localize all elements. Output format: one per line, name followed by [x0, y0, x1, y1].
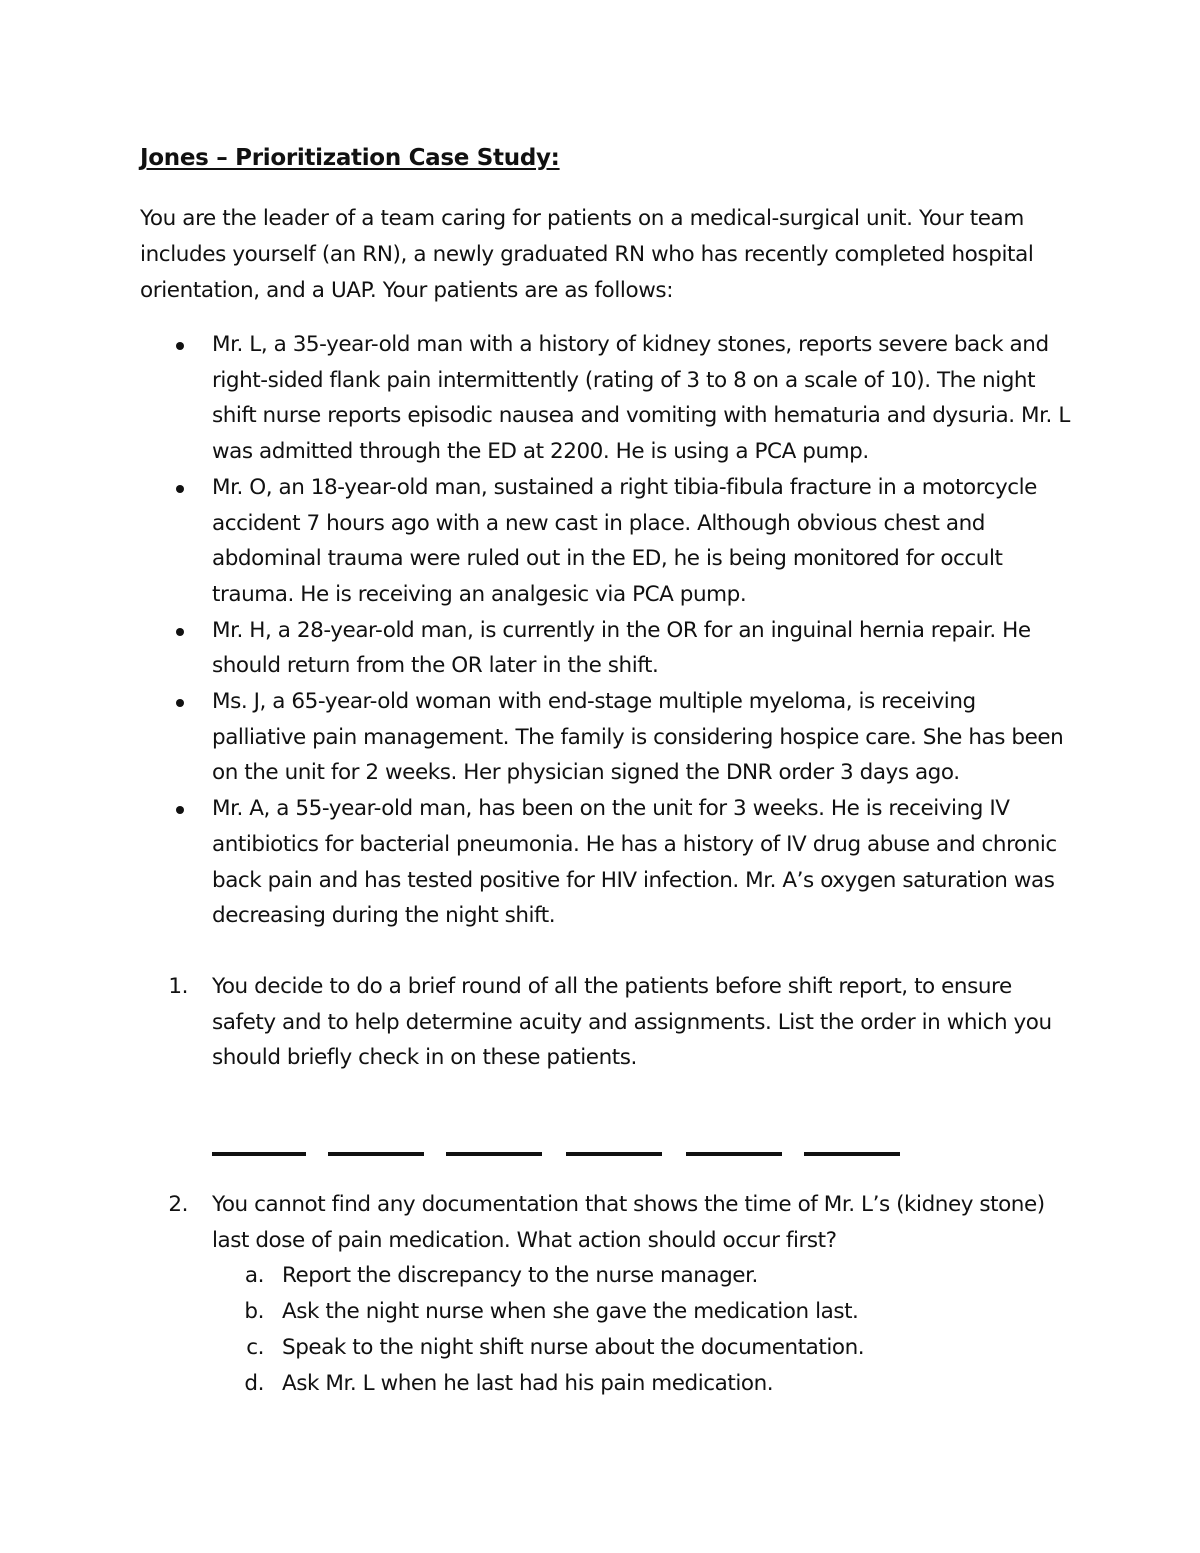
patient-text: Mr. O, an 18-year-old man, sustained a right tibia-fibula fracture in a motorcycle accident 7 hours ago with a new cast in place. Although obvious chest and abdominal trauma were ruled out in the ED, he is being monitored for occult trauma. He is receiving an analgesic via PCA pump.	[212, 474, 1037, 607]
page-title: Jones – Prioritization Case Study:	[140, 145, 560, 171]
patient-item	[140, 684, 1070, 791]
option-letter: d.	[244, 1370, 264, 1396]
bullet-icon	[176, 806, 184, 814]
option-letter: b.	[244, 1299, 264, 1325]
answer-blank[interactable]	[212, 1152, 306, 1156]
bullet-icon	[176, 485, 184, 493]
option-text: Speak to the night shift nurse about the documentation.	[282, 1334, 865, 1360]
question-number: 2.	[168, 1192, 188, 1217]
option-list	[212, 1258, 1070, 1401]
bullet-icon	[176, 699, 184, 707]
question-item	[140, 969, 1070, 1076]
option-item	[212, 1294, 1070, 1330]
question-2	[140, 1187, 1070, 1401]
patient-text: Mr. H, a 28-year-old man, is currently in the OR for an inguinal hernia repair. He should return from the OR later in the shift.	[212, 617, 1031, 679]
patient-text: Mr. A, a 55-year-old man, has been on the unit for 3 weeks. He is receiving IV antibiotics for bacterial pneumonia. He has a history of IV drug abuse and chronic back pain and has tested positive for HIV infection. Mr. A’s oxygen saturation was decreasing during the night shift.	[212, 796, 1057, 929]
patient-text: Mr. L, a 35-year-old man with a history of kidney stones, reports severe back and right-sided flank pain intermittently (rating of 3 to 8 on a scale of 10). The night shift nurse reports episodic nausea and vomiting with hematuria and dysuria. Mr. L was admitted through the ED at 2200. He is using a PCA pump.	[212, 332, 1070, 465]
answer-blank[interactable]	[328, 1152, 424, 1156]
option-item	[212, 1330, 1070, 1366]
option-text: Report the discrepancy to the nurse manager.	[282, 1263, 758, 1289]
question-text: You cannot find any documentation that shows the time of Mr. L’s (kidney stone) last dose of pain medication. What action should occur first?	[212, 1192, 1045, 1253]
option-item	[212, 1366, 1070, 1402]
answer-blank[interactable]	[804, 1152, 900, 1156]
patient-item	[140, 470, 1070, 613]
option-letter: c.	[246, 1334, 264, 1360]
option-text: Ask the night nurse when she gave the medication last.	[282, 1299, 859, 1325]
answer-blank[interactable]	[566, 1152, 662, 1156]
patient-item	[140, 327, 1070, 470]
question-item	[140, 1187, 1070, 1401]
patient-text: Ms. J, a 65-year-old woman with end-stage multiple myeloma, is receiving palliative pain management. The family is considering hospice care. She has been on the unit for 2 weeks. Her physician signed the DNR order 3 days ago.	[212, 689, 1064, 786]
answer-blank[interactable]	[446, 1152, 542, 1156]
option-letter: a.	[244, 1263, 264, 1289]
question-number: 1.	[168, 974, 188, 999]
patient-list	[140, 327, 1070, 934]
bullet-icon	[176, 342, 184, 350]
option-item	[212, 1258, 1070, 1294]
bullet-icon	[176, 628, 184, 636]
patient-item	[140, 791, 1070, 934]
patient-item	[140, 613, 1070, 684]
question-1	[140, 969, 1070, 1076]
option-text: Ask Mr. L when he last had his pain medication.	[282, 1370, 774, 1396]
intro-paragraph: You are the leader of a team caring for patients on a medical-surgical unit. Your team includes yourself (an RN), a newly graduated RN who has recently completed hospital orientation, and a UAP. Your patients are as follows:	[140, 206, 1034, 303]
answer-blank[interactable]	[686, 1152, 782, 1156]
question-text: You decide to do a brief round of all the patients before shift report, to ensure safety and to help determine acuity and assignments. List the order in which you should briefly check in on these patients.	[212, 974, 1052, 1071]
